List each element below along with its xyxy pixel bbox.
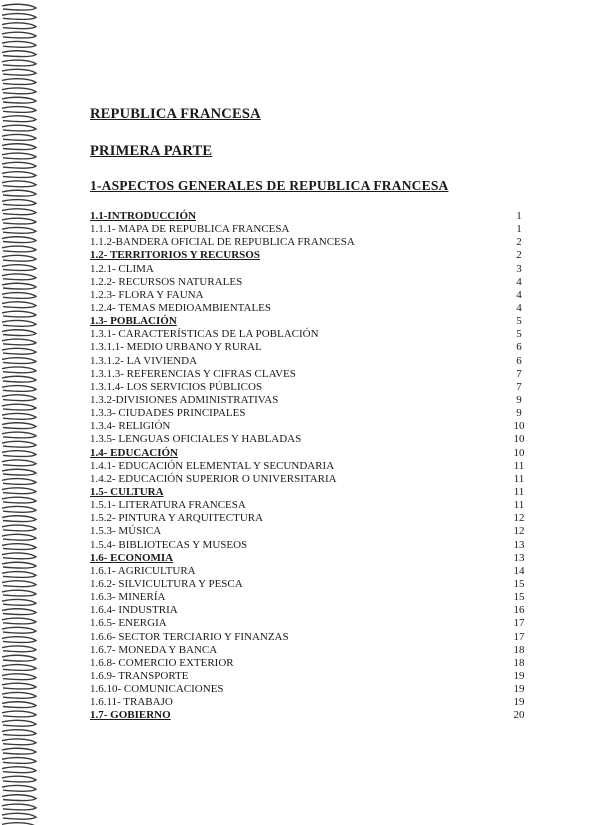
toc-entry-page: 16	[513, 604, 525, 617]
toc-entry-label: 1.6.2- SILVICULTURA Y PESCA	[90, 577, 243, 590]
spiral-coil	[2, 692, 36, 698]
toc-entry-page: 11	[513, 499, 525, 512]
spiral-coil	[2, 544, 36, 550]
spiral-coil	[2, 469, 36, 475]
spiral-coil	[2, 107, 36, 113]
toc-section-entry	[90, 552, 530, 565]
spiral-coil	[2, 730, 36, 736]
toc-entry	[90, 604, 530, 617]
toc-entry-page: 17	[513, 630, 525, 643]
toc-entry	[90, 460, 530, 473]
spiral-coil	[2, 23, 36, 29]
table-of-contents	[90, 210, 530, 722]
toc-entry-page: 5	[516, 315, 522, 328]
toc-entry-label: 1.3.1.4- LOS SERVICIOS PÚBLICOS	[90, 380, 263, 393]
toc-entry-page: 10	[513, 420, 525, 433]
toc-entry	[90, 289, 530, 302]
spiral-coil	[2, 646, 36, 652]
spiral-coil	[2, 97, 36, 103]
toc-section-entry	[90, 249, 530, 262]
toc-entry	[90, 302, 530, 315]
toc-entry-page: 10	[513, 446, 525, 459]
toc-entry-page: 18	[513, 643, 525, 656]
spiral-coil	[2, 200, 36, 206]
toc-entry-label: 1.5.2- PINTURA Y ARQUITECTURA	[90, 512, 264, 525]
toc-entry-page: 9	[516, 407, 522, 420]
spiral-coil	[2, 795, 36, 801]
toc-entry	[90, 420, 530, 433]
toc-entry-page: 11	[513, 485, 525, 498]
spiral-coil	[2, 376, 36, 382]
toc-entry-page: 15	[513, 591, 525, 604]
spiral-binding	[0, 0, 42, 825]
spiral-coil	[2, 609, 36, 615]
toc-entry	[90, 644, 530, 657]
toc-entry-page: 19	[513, 683, 525, 696]
spiral-coil	[2, 330, 36, 336]
toc-entry-page: 14	[513, 564, 525, 577]
spiral-coil	[2, 51, 36, 57]
toc-entry-label: 1.1-INTRODUCCIÓN	[90, 210, 197, 222]
spiral-coil	[2, 134, 36, 140]
toc-entry-label: 1.2.4- TEMAS MEDIOAMBIENTALES	[90, 301, 272, 314]
spiral-coil	[2, 525, 36, 531]
toc-entry-label: 1.3.1- CARACTERÍSTICAS DE LA POBLACIÓN	[90, 328, 319, 341]
spiral-coil	[2, 702, 36, 708]
spiral-coil	[2, 720, 36, 726]
toc-entry-label: 1.3.2-DIVISIONES ADMINISTRATIVAS	[90, 393, 279, 406]
toc-section-entry	[90, 486, 530, 499]
toc-entry-page: 3	[516, 262, 522, 275]
toc-entry-label: 1.6.1- AGRICULTURA	[90, 564, 196, 577]
spiral-coil	[2, 785, 36, 791]
toc-entry-label: 1.2.3- FLORA Y FAUNA	[90, 288, 204, 301]
toc-entry-label: 1.3- POBLACIÓN	[90, 315, 177, 328]
spiral-coil	[2, 116, 36, 122]
toc-entry-label: 1.4- EDUCACIÓN	[90, 446, 178, 459]
toc-entry-page: 1	[516, 210, 522, 222]
toc-entry-label: 1.4.1- EDUCACIÓN ELEMENTAL Y SECUNDARIA	[90, 459, 335, 472]
toc-entry-page: 12	[513, 512, 525, 525]
spiral-coil	[2, 460, 36, 466]
toc-entry-page: 17	[513, 617, 525, 630]
toc-entry-label: 1.6.7- MONEDA Y BANCA	[90, 643, 218, 656]
toc-entry-label: 1.5.3- MÚSICA	[90, 525, 162, 538]
toc-entry	[90, 617, 530, 630]
toc-entry	[90, 670, 530, 683]
toc-entry-page: 7	[516, 380, 522, 393]
toc-entry	[90, 328, 530, 341]
toc-entry-label: 1.5.1- LITERATURA FRANCESA	[90, 499, 246, 512]
toc-entry-page: 6	[516, 341, 522, 354]
spiral-coil	[2, 209, 36, 215]
spiral-coil	[2, 172, 36, 178]
toc-entry-label: 1.3.1.1- MEDIO URBANO Y RURAL	[90, 341, 262, 354]
toc-entry-label: 1.3.1.2- LA VIVIENDA	[90, 354, 198, 367]
toc-entry	[90, 276, 530, 289]
spiral-coil	[2, 181, 36, 187]
toc-entry	[90, 263, 530, 276]
document-page	[90, 0, 530, 825]
spiral-coil	[2, 283, 36, 289]
spiral-coil	[2, 451, 36, 457]
spiral-coil	[2, 246, 36, 252]
spiral-coil	[2, 553, 36, 559]
spiral-coil	[2, 320, 36, 326]
spiral-coil	[2, 748, 36, 754]
toc-entry-label: 1.3.3- CIUDADES PRINCIPALES	[90, 407, 246, 420]
spiral-coil	[2, 441, 36, 447]
toc-entry-label: 1.2.2- RECURSOS NATURALES	[90, 275, 243, 288]
toc-entry-label: 1.2.1- CLIMA	[90, 262, 154, 275]
spiral-coil	[2, 227, 36, 233]
spiral-coil	[2, 41, 36, 47]
toc-entry	[90, 223, 530, 236]
toc-entry-label: 1.6.8- COMERCIO EXTERIOR	[90, 656, 234, 669]
document-title: REPUBLICA FRANCESA	[90, 106, 261, 122]
toc-entry	[90, 355, 530, 368]
spiral-coil	[2, 348, 36, 354]
spiral-coil	[2, 339, 36, 345]
toc-entry	[90, 381, 530, 394]
toc-entry-label: 1.6.10- COMUNICACIONES	[90, 683, 224, 696]
spiral-coil	[2, 683, 36, 689]
spiral-coil	[2, 69, 36, 75]
spiral-coil	[2, 14, 36, 20]
spiral-coil	[2, 562, 36, 568]
toc-section-entry	[90, 709, 530, 722]
toc-entry	[90, 683, 530, 696]
toc-entry-page: 4	[516, 301, 522, 314]
toc-section-entry	[90, 447, 530, 460]
toc-entry-label: 1.3.1.3- REFERENCIAS Y CIFRAS CLAVES	[90, 367, 296, 380]
spiral-coil	[2, 599, 36, 605]
spiral-coil	[2, 767, 36, 773]
toc-entry-label: 1.6.3- MINERÍA	[90, 591, 166, 604]
toc-entry-page: 4	[516, 288, 522, 301]
toc-entry-label: 1.6.4- INDUSTRIA	[90, 604, 178, 617]
spiral-coil	[2, 237, 36, 243]
toc-entry-label: 1.6- ECONOMIA	[90, 551, 174, 564]
spiral-coil	[2, 637, 36, 643]
toc-entry-label: 1.6.11- TRABAJO	[90, 696, 173, 709]
toc-entry	[90, 407, 530, 420]
spiral-coil	[2, 79, 36, 85]
toc-entry	[90, 565, 530, 578]
spiral-coil	[2, 60, 36, 66]
spiral-coil	[2, 479, 36, 485]
toc-entry	[90, 539, 530, 552]
spiral-coil	[2, 488, 36, 494]
spiral-coil	[2, 190, 36, 196]
toc-section-entry	[90, 315, 530, 328]
toc-entry-page: 13	[513, 538, 525, 551]
toc-entry	[90, 341, 530, 354]
toc-entry-page: 9	[516, 393, 522, 406]
spiral-coil	[2, 255, 36, 261]
toc-entry	[90, 433, 530, 446]
spiral-coil	[2, 506, 36, 512]
toc-entry-page: 4	[516, 275, 522, 288]
toc-entry-page: 2	[516, 236, 522, 249]
toc-entry	[90, 631, 530, 644]
spiral-coil	[2, 534, 36, 540]
spiral-coil	[2, 32, 36, 38]
toc-entry-label: 1.1.2-BANDERA OFICIAL DE REPUBLICA FRANCESA	[90, 236, 355, 249]
toc-section-entry	[90, 210, 530, 223]
spiral-coil	[2, 432, 36, 438]
part-heading: PRIMERA PARTE	[90, 143, 213, 159]
spiral-coil	[2, 758, 36, 764]
spiral-coil	[2, 218, 36, 224]
spiral-coil	[2, 776, 36, 782]
toc-entry-label: 1.2- TERRITORIOS Y RECURSOS	[90, 249, 260, 262]
toc-entry-label: 1.3.5- LENGUAS OFICIALES Y HABLADAS	[90, 433, 302, 446]
spiral-coil	[2, 367, 36, 373]
spiral-coil	[2, 358, 36, 364]
toc-entry	[90, 512, 530, 525]
spiral-coil	[2, 739, 36, 745]
toc-entry	[90, 499, 530, 512]
spiral-coil	[2, 804, 36, 810]
spiral-coil	[2, 88, 36, 94]
toc-entry	[90, 394, 530, 407]
toc-entry-page: 13	[513, 551, 525, 564]
toc-entry-label: 1.5- CULTURA	[90, 485, 164, 498]
spiral-coil	[2, 618, 36, 624]
toc-entry-label: 1.5.4- BIBLIOTECAS Y MUSEOS	[90, 538, 248, 551]
spiral-coil	[2, 144, 36, 150]
toc-entry	[90, 525, 530, 538]
toc-entry-page: 19	[513, 669, 525, 682]
toc-entry-page: 19	[513, 696, 525, 709]
spiral-coil	[2, 581, 36, 587]
spiral-coil	[2, 311, 36, 317]
toc-entry-page: 2	[516, 249, 522, 262]
toc-entry	[90, 696, 530, 709]
toc-entry-label: 1.7- GOBIERNO	[90, 709, 171, 722]
spiral-coil	[2, 302, 36, 308]
toc-entry	[90, 473, 530, 486]
spiral-coil	[2, 274, 36, 280]
toc-entry-page: 12	[513, 525, 525, 538]
spiral-coil	[2, 125, 36, 131]
toc-entry-page: 7	[516, 367, 522, 380]
toc-entry-label: 1.4.2- EDUCACIÓN SUPERIOR O UNIVERSITARIA	[90, 472, 337, 485]
spiral-coil	[2, 572, 36, 578]
spiral-coil	[2, 413, 36, 419]
toc-entry	[90, 578, 530, 591]
chapter-heading: 1-ASPECTOS GENERALES DE REPUBLICA FRANCESA	[90, 178, 449, 193]
toc-entry-page: 11	[513, 472, 525, 485]
spiral-coil	[2, 153, 36, 159]
toc-entry-page: 10	[513, 433, 525, 446]
toc-entry-label: 1.1.1- MAPA DE REPUBLICA FRANCESA	[90, 223, 290, 236]
spiral-coil	[2, 386, 36, 392]
spiral-coil	[2, 395, 36, 401]
toc-entry	[90, 368, 530, 381]
toc-entry	[90, 591, 530, 604]
spiral-coil	[2, 516, 36, 522]
toc-entry-page: 6	[516, 354, 522, 367]
spiral-coil	[2, 497, 36, 503]
spiral-coil	[2, 265, 36, 271]
toc-entry-page: 5	[516, 328, 522, 341]
toc-entry-page: 15	[513, 577, 525, 590]
toc-entry	[90, 657, 530, 670]
spiral-coil	[2, 627, 36, 633]
toc-entry-page: 20	[513, 709, 525, 722]
toc-entry-page: 18	[513, 656, 525, 669]
toc-entry-page: 1	[516, 223, 522, 236]
spiral-coil	[2, 404, 36, 410]
spiral-coil	[2, 4, 36, 10]
toc-entry	[90, 236, 530, 249]
spiral-coil	[2, 711, 36, 717]
spiral-coil	[2, 423, 36, 429]
spiral-coil	[2, 162, 36, 168]
spiral-coil	[2, 655, 36, 661]
spiral-coil	[2, 674, 36, 680]
toc-entry-label: 1.6.5- ENERGIA	[90, 617, 167, 630]
spiral-coil	[2, 665, 36, 671]
spiral-coil	[2, 813, 36, 819]
spiral-coil	[2, 590, 36, 596]
toc-entry-label: 1.6.6- SECTOR TERCIARIO Y FINANZAS	[90, 630, 289, 643]
toc-entry-label: 1.3.4- RELIGIÓN	[90, 420, 171, 433]
toc-entry-label: 1.6.9- TRANSPORTE	[90, 669, 189, 682]
toc-entry-page: 11	[513, 459, 525, 472]
spiral-coil	[2, 293, 36, 299]
